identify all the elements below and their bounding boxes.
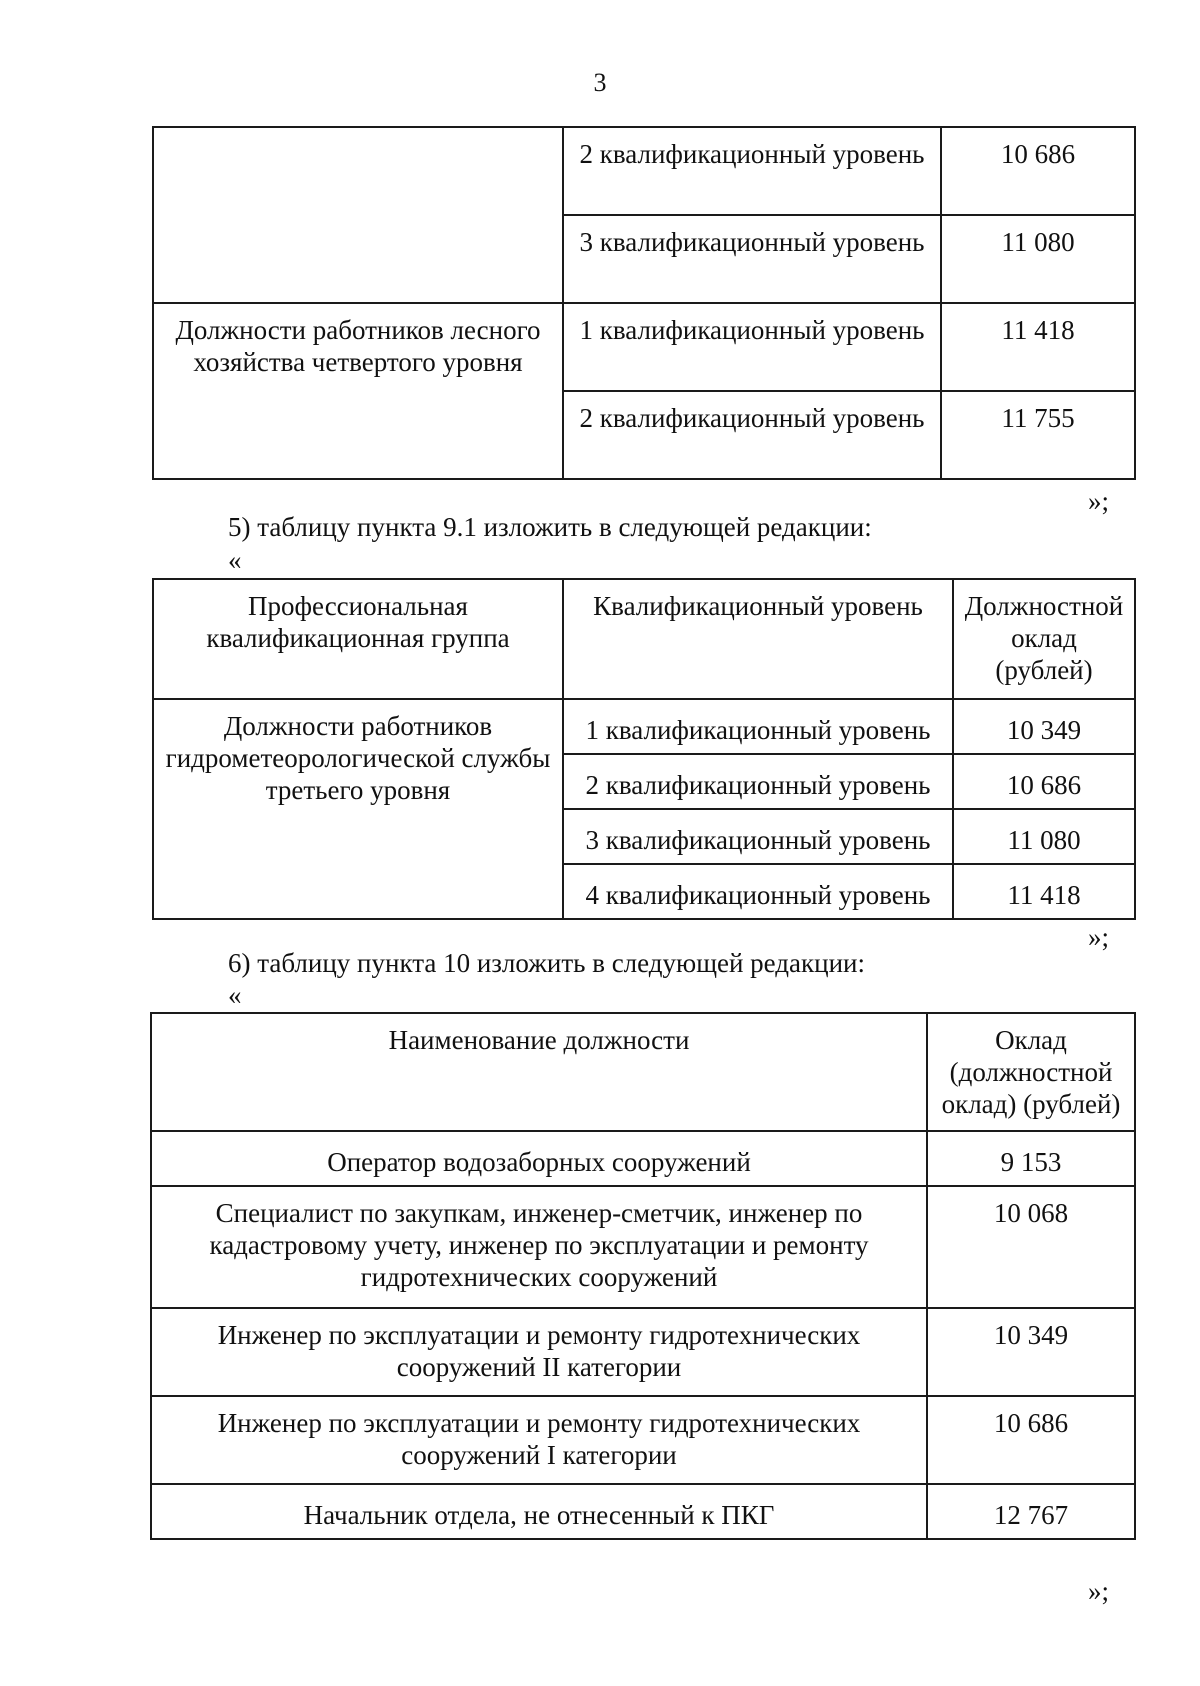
closing-quote: »; <box>1088 486 1110 516</box>
table-header-row <box>153 579 1135 699</box>
header-qualification-level: Квалификационный уровень <box>563 579 953 699</box>
professional-group-cell: Должности работников лесного хозяйства четвертого уровня <box>153 303 563 479</box>
qualification-level-cell: 2 квалификационный уровень <box>563 127 941 215</box>
opening-quote: « <box>228 545 242 575</box>
salary-cell: 11 755 <box>941 391 1135 479</box>
position-name-cell: Инженер по эксплуатации и ремонту гидротехнических сооружений II категории <box>151 1308 927 1396</box>
salary-cell: 10 686 <box>941 127 1135 215</box>
table-row <box>151 1131 1135 1186</box>
table-row <box>151 1308 1135 1396</box>
forestry-salary-table <box>152 126 1136 480</box>
salary-cell: 10 349 <box>953 699 1135 754</box>
page-number: 3 <box>593 68 607 97</box>
table-row <box>153 303 1135 391</box>
table-row <box>151 1484 1135 1539</box>
table-row <box>151 1396 1135 1484</box>
closing-quote: »; <box>1088 1576 1110 1606</box>
salary-cell: 10 349 <box>927 1308 1135 1396</box>
position-name-cell: Оператор водозаборных сооружений <box>151 1131 927 1186</box>
salary-cell: 11 080 <box>941 215 1135 303</box>
qualification-level-cell: 2 квалификационный уровень <box>563 754 953 809</box>
salary-cell: 11 080 <box>953 809 1135 864</box>
header-salary: Оклад (должностной оклад) (рублей) <box>927 1013 1135 1131</box>
position-name-cell: Начальник отдела, не отнесенный к ПКГ <box>151 1484 927 1539</box>
instruction-section-6: 6) таблицу пункта 10 изложить в следующей редакции: <box>228 948 865 978</box>
header-position-name: Наименование должности <box>151 1013 927 1131</box>
table-row <box>153 699 1135 754</box>
salary-cell: 9 153 <box>927 1131 1135 1186</box>
position-name-cell: Инженер по эксплуатации и ремонту гидротехнических сооружений I категории <box>151 1396 927 1484</box>
qualification-level-cell: 3 квалификационный уровень <box>563 215 941 303</box>
salary-cell: 11 418 <box>953 864 1135 919</box>
qualification-level-cell: 1 квалификационный уровень <box>563 699 953 754</box>
professional-group-cell: Должности работников гидрометеорологической службы третьего уровня <box>153 699 563 919</box>
position-name-cell: Специалист по закупкам, инженер-сметчик, инженер по кадастровому учету, инженер по эксплуатации и ремонту гидротехнических сооружений <box>151 1186 927 1308</box>
salary-cell: 11 418 <box>941 303 1135 391</box>
qualification-level-cell: 2 квалификационный уровень <box>563 391 941 479</box>
qualification-level-cell: 3 квалификационный уровень <box>563 809 953 864</box>
table-row <box>151 1186 1135 1308</box>
salary-cell: 10 686 <box>927 1396 1135 1484</box>
table-cell-empty-group <box>153 127 563 303</box>
salary-cell: 12 767 <box>927 1484 1135 1539</box>
qualification-level-cell: 1 квалификационный уровень <box>563 303 941 391</box>
closing-quote: »; <box>1088 922 1110 952</box>
opening-quote: « <box>228 980 242 1010</box>
salary-cell: 10 686 <box>953 754 1135 809</box>
instruction-section-5: 5) таблицу пункта 9.1 изложить в следующей редакции: <box>228 512 872 542</box>
salary-cell: 10 068 <box>927 1186 1135 1308</box>
header-professional-group: Профессиональная квалификационная группа <box>153 579 563 699</box>
table-header-row <box>151 1013 1135 1131</box>
positions-salary-table <box>150 1012 1136 1540</box>
hydromet-salary-table <box>152 578 1136 920</box>
table-row <box>153 127 1135 215</box>
header-salary: Должностной оклад (рублей) <box>953 579 1135 699</box>
qualification-level-cell: 4 квалификационный уровень <box>563 864 953 919</box>
